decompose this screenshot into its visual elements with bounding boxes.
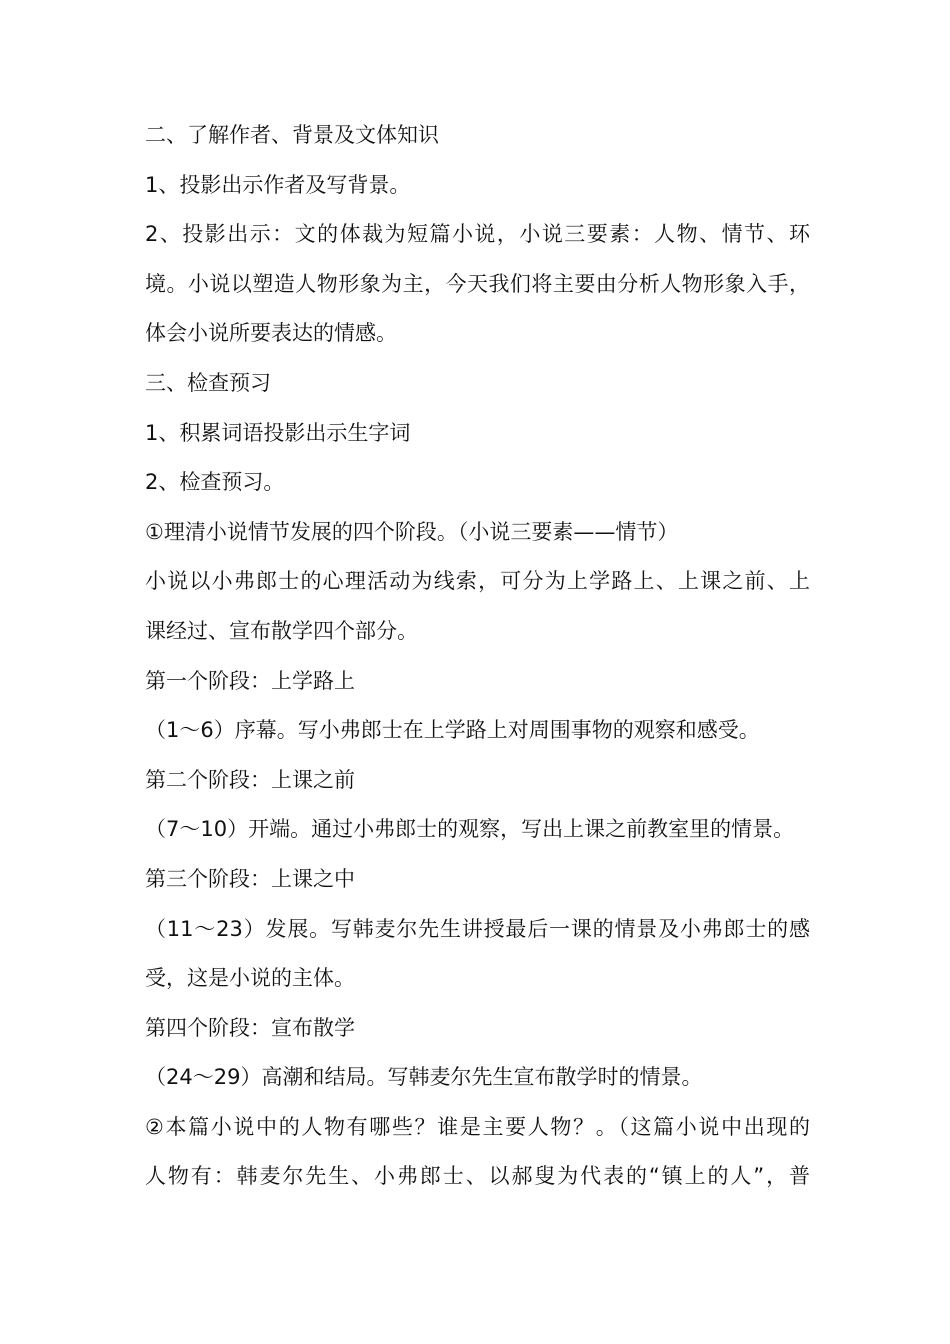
paragraph-line: 体会小说所要表达的情感。 [145, 321, 397, 346]
section-heading-check-preview: 三、检查预习 [145, 370, 271, 395]
paragraph-line: （1～6）序幕。写小弗郎士在上学路上对周围事物的观察和感受。 [145, 718, 760, 743]
paragraph-line: 小说以小弗郎士的心理活动为线索，可分为上学路上、上课之前、上 [145, 569, 810, 594]
paragraph-line: 境。小说以塑造人物形象为主，今天我们将主要由分析人物形象入手， [145, 271, 810, 296]
stage-heading: 第二个阶段：上课之前 [145, 767, 355, 792]
stage-heading: 第四个阶段：宣布散学 [145, 1015, 355, 1040]
stage-heading: 第三个阶段：上课之中 [145, 866, 355, 891]
paragraph-line: ①理清小说情节发展的四个阶段。（小说三要素——情节） [145, 519, 679, 544]
paragraph-line: 1、积累词语投影出示生字词 [145, 420, 411, 445]
section-heading-author-background: 二、了解作者、背景及文体知识 [145, 123, 439, 147]
paragraph-line: 1、投影出示作者及写背景。 [145, 172, 411, 197]
paragraph-line: 2、检查预习。 [145, 470, 285, 495]
paragraph-line: 受，这是小说的主体。 [145, 966, 355, 991]
paragraph-line: ②本篇小说中的人物有哪些？谁是主要人物？。（这篇小说中出现的 [145, 1114, 810, 1139]
paragraph-line: 2、投影出示：文的体裁为短篇小说，小说三要素：人物、情节、环 [145, 222, 810, 247]
paragraph-line: （24～29）高潮和结局。写韩麦尔先生宣布散学时的情景。 [145, 1065, 703, 1090]
document-body [145, 111, 810, 1202]
paragraph-line: （11～23）发展。写韩麦尔先生讲授最后一课的情景及小弗郎士的感 [145, 916, 810, 941]
paragraph-line: 人物有：韩麦尔先生、小弗郎士、以郝叟为代表的“镇上的人”，普 [145, 1164, 810, 1189]
paragraph-line: 课经过、宣布散学四个部分。 [145, 618, 418, 643]
stage-heading: 第一个阶段：上学路上 [145, 668, 355, 693]
paragraph-line: （7～10）开端。通过小弗郎士的观察，写出上课之前教室里的情景。 [145, 817, 795, 842]
